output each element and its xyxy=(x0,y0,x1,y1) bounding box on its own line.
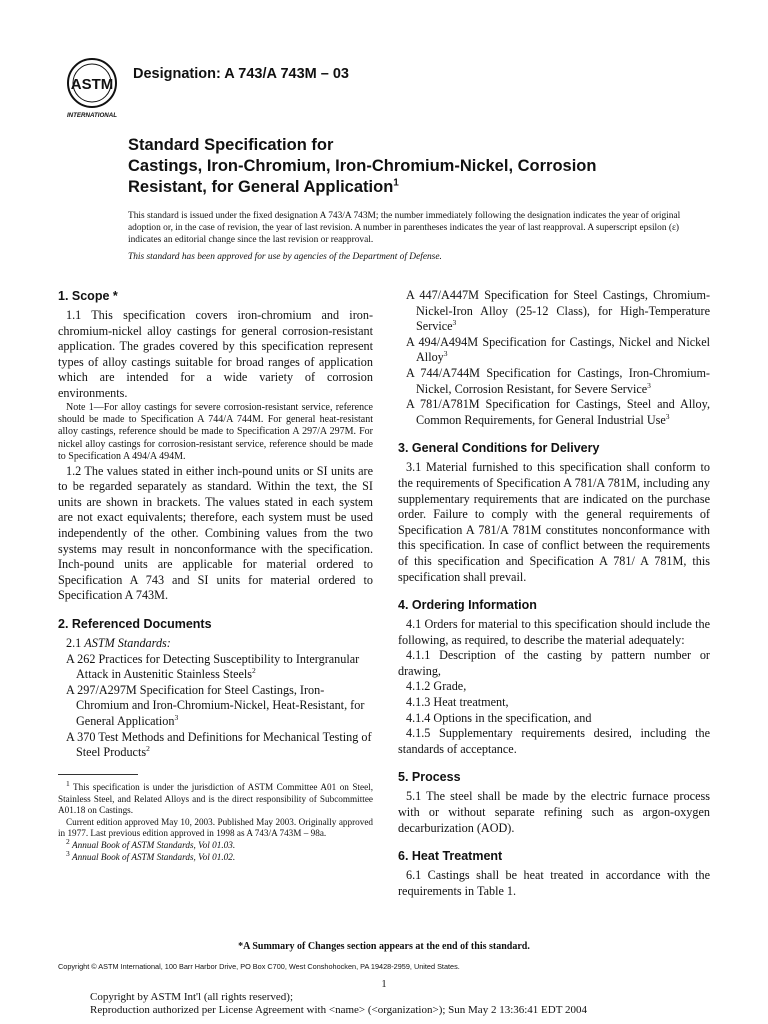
license-line-2: Reproduction authorized per License Agreement with <name> (<organization>); Sun May 2 13:36:41 EDT 2004 xyxy=(90,1003,587,1016)
note-1: Note 1—For alloy castings for severe corrosion-resistant service, reference should be made to Specification A 744/A 744M. For general heat-resistant alloy castings, reference should be made to Specification A 297/A 297M. For nickel alloy castings for corrosion-resistant service, reference should be made to Specification A 494/A 494M. xyxy=(58,401,373,463)
delivery-heading: 3. General Conditions for Delivery xyxy=(398,441,600,456)
ref-footnote-mark: 3 xyxy=(452,318,457,328)
footnote-3-mark: 3 xyxy=(66,848,70,858)
ref-item-text: A 744/A744M Specification for Castings, Iron-Chromium-Nickel, Corrosion Resistant, for Severe Service xyxy=(406,365,710,396)
document-title xyxy=(128,135,688,198)
footnote-3 xyxy=(58,848,373,864)
dod-approval-notice: This standard has been approved for use by agencies of the Department of Defense. xyxy=(128,252,442,262)
title-line-3 xyxy=(128,177,688,198)
ordering-4-1-5: 4.1.5 Supplementary requirements desired, including the standards of acceptance. xyxy=(398,726,710,756)
heat-6-1: 6.1 Castings shall be heat treated in accordance with the requirements in Table 1. xyxy=(398,868,710,898)
ref-item-text: A 447/A447M Specification for Steel Castings, Chromium-Nickel-Iron Alloy (25-12 Class), for High-Temperature Service xyxy=(406,288,710,334)
ref-item xyxy=(58,683,373,730)
ref-item-text: A 297/A297M Specification for Steel Castings, Iron-Chromium and Iron-Chromium-Nickel, Heat-Resistant, for General Application xyxy=(66,682,365,728)
ref-footnote-mark: 3 xyxy=(443,349,448,359)
ref-2-1-label: ASTM Standards: xyxy=(84,635,171,650)
logo-text: ASTM xyxy=(70,76,114,93)
footnote-3-text: Annual Book of ASTM Standards, Vol 01.02. xyxy=(72,851,236,862)
scope-1-2: 1.2 The values stated in either inch-pound units or SI units are to be regarded separately as standard. Within the text, the SI units are shown in brackets. The values stated in each system are not exact equivalents; therefore, each system must be used independently of the other. Combining values from the two systems may result in nonconformance with the specification. Inch-pound units are applicable for material ordered to Specification A 743 and SI units for material ordered to Specification A 743M. xyxy=(58,463,373,603)
ref-item-text: A 781/A781M Specification for Castings, Steel and Alloy, Common Requirements, for General Industrial Use xyxy=(406,397,710,427)
ordering-4-1: 4.1 Orders for material to this specification should include the following, as required, to describe the material adequately: xyxy=(398,617,710,647)
ref-item xyxy=(398,366,710,397)
process-heading: 5. Process xyxy=(398,770,461,785)
ref-item xyxy=(58,730,373,761)
ordering-4-1-2: 4.1.2 Grade, xyxy=(406,679,467,694)
ref-2-1 xyxy=(58,636,373,652)
footnote-1 xyxy=(58,778,373,817)
title-line-3-text: Resistant, for General Application xyxy=(128,178,394,196)
ordering-4-1-4: 4.1.4 Options in the specification, and xyxy=(406,710,592,725)
ordering-4-1-3: 4.1.3 Heat treatment, xyxy=(406,695,509,710)
ref-item-text: A 494/A494M Specification for Castings, Nickel and Nickel Alloy xyxy=(406,334,710,365)
footnote-1-mark: 1 xyxy=(66,778,70,788)
designation: Designation: A 743/A 743M – 03 xyxy=(133,66,349,82)
ref-item-text: A 262 Practices for Detecting Susceptibility to Intergranular Attack in Austenitic Stainless Steels xyxy=(66,651,360,682)
ref-footnote-mark: 3 xyxy=(647,380,651,390)
issued-notice: This standard is issued under the fixed designation A 743/A 743M; the number immediately following the designation indicates the year of original adoption or, in the case of revision, the year of last revision. A number in parentheses indicates the year of last reapproval. A superscript epsilon (ε) indicates an editorial change since the last revision or reapproval. xyxy=(128,211,681,245)
footnotes xyxy=(58,778,373,863)
delivery-3-1: 3.1 Material furnished to this specification shall conform to the requirements of Specification A 781/A 781M, including any supplementary requirements that are indicated on the purchase order. Failure to comply with the general requirements of Specification A 781/A 781M constitutes nonconformance with this specification. In case of conflict between the requirements of this specification and Specification A 781/ A 781M, this specification shall prevail. xyxy=(398,460,710,584)
ref-item xyxy=(398,288,710,335)
footnote-2-mark: 2 xyxy=(66,836,70,846)
ref-item xyxy=(398,397,710,428)
ordering-4-1-1: 4.1.1 Description of the casting by pattern number or drawing, xyxy=(398,648,710,678)
title-footnote-mark: 1 xyxy=(393,177,399,189)
scope-1-1: 1.1 This specification covers iron-chromium and iron-chromium-nickel alloy castings for general corrosion-resistant application. The grades covered by this specification represent types of alloy castings suitable for broad ranges of application which are intended for a wide variety of corrosion environments. xyxy=(58,308,373,400)
footnote-1-b: Current edition approved May 10, 2003. Published May 2003. Originally approved in 1977. Last previous edition approved in 1998 as A 743/A 743M – 98a. xyxy=(58,816,373,839)
process-5-1: 5.1 The steel shall be made by the electric furnace process with or without separate refining such as argon-oxygen decarburization (AOD). xyxy=(398,789,710,835)
left-column xyxy=(58,288,373,761)
ref-item xyxy=(58,652,373,683)
ref-footnote-mark: 2 xyxy=(146,744,150,754)
license-line-1: Copyright by ASTM Int'l (all rights reserved); xyxy=(90,991,294,1003)
ref-footnote-mark: 2 xyxy=(252,666,256,676)
ref-item xyxy=(398,335,710,366)
summary-of-changes-note: *A Summary of Changes section appears at the end of this standard. xyxy=(238,941,530,952)
footnote-1-text: This specification is under the jurisdiction of ASTM Committee A01 on Steel, Stainless Steel, and Related Alloys and is the direct responsibility of Subcommittee A01.18 on Castings. xyxy=(58,782,373,816)
referenced-documents-heading: 2. Referenced Documents xyxy=(58,616,212,631)
ref-footnote-mark: 3 xyxy=(174,712,179,722)
heat-treatment-heading: 6. Heat Treatment xyxy=(398,849,503,864)
scope-heading: 1. Scope * xyxy=(58,289,118,303)
footnote-rule xyxy=(58,774,138,775)
astm-logo-icon xyxy=(62,56,122,120)
license-notice xyxy=(90,991,587,1016)
title-line-2: Castings, Iron-Chromium, Iron-Chromium-Nickel, Corrosion xyxy=(128,157,597,175)
footnote-2-text: Annual Book of ASTM Standards, Vol 01.03. xyxy=(72,839,236,850)
ordering-heading: 4. Ordering Information xyxy=(398,598,537,613)
ref-item-text: A 370 Test Methods and Definitions for Mechanical Testing of Steel Products xyxy=(66,729,372,760)
logo-subtext: INTERNATIONAL xyxy=(66,112,118,119)
right-column xyxy=(398,288,710,899)
ref-footnote-mark: 3 xyxy=(665,411,670,421)
ref-2-1-num: 2.1 xyxy=(66,635,82,650)
copyright-line: Copyright © ASTM International, 100 Barr Harbor Drive, PO Box C700, West Conshohocken, PA 19428-2959, United States. xyxy=(58,962,460,971)
title-line-1: Standard Specification for xyxy=(128,136,334,154)
footnote-2 xyxy=(58,836,373,852)
page-number: 1 xyxy=(381,979,387,990)
